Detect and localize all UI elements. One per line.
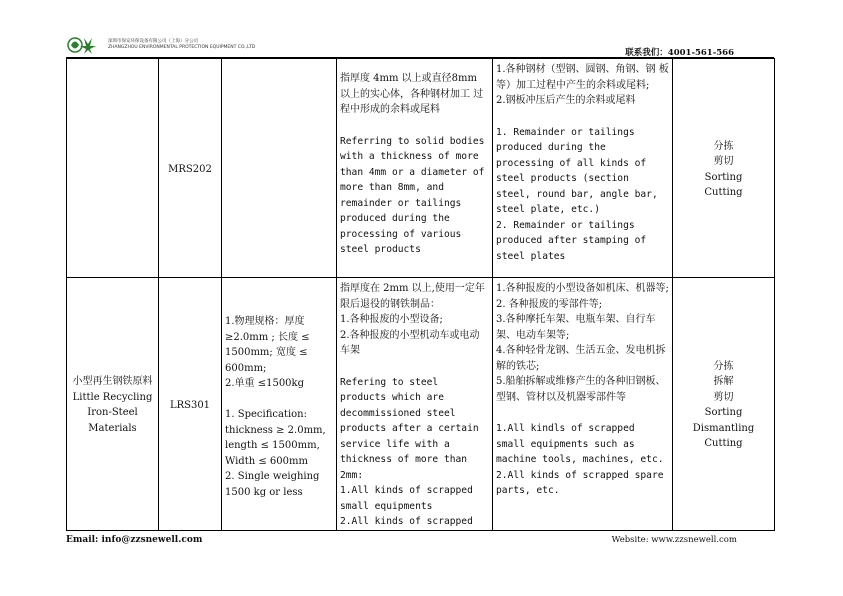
material-spec-cell: [222, 59, 337, 278]
material-definition-cell: [337, 278, 493, 531]
material-definition-cell: [337, 59, 493, 278]
material-sources-cell: [493, 278, 673, 531]
material-name-cell: [67, 59, 159, 278]
material-spec-cell: 1.物理规格：厚度 ≥2.0mm ; 长度 ≤ 1500mm; 宽度 ≤ 600mm; 2.单重 ≤1500kg 1. Specification: thickness ≥ 2.0mm, length ≤ 1500mm, Width ≤ 600mm 2. Single weighing 1500 kg or less: [222, 278, 337, 531]
sources-cn: 1.各种钢材（型钢、圆钢、角钢、钢 板等）加工过程中产生的余料或尾料; 2.钢板冲压后产生的余料或尾料: [496, 64, 669, 106]
material-code: MRS202: [159, 59, 222, 278]
process-cell: 分拣 剪切 Sorting Cutting: [673, 59, 775, 278]
definition-cn: 指厚度在 2mm 以上,使用一定年限后退役的钢铁制品： 1.各种报废的小型设备; 2.各种报废的小型机动车或电动车架: [340, 283, 485, 356]
definition-en: Referring to solid bodies with a thickness of more than 4mm or a diameter of more than 8mm, and remainder or tailings produced during the processing of various steel products: [340, 135, 485, 255]
definition-en: Refering to steel products which are decommissioned steel products after a certain service life with a thickness of more than 2mm: 1.All kinds of scrapped small equipments 2.All kinds of scrapped: [340, 376, 479, 527]
contact-phone: 联系我们：4001-561-566: [625, 48, 734, 58]
process-cell: 分拣 拆解 剪切 Sorting Dismantling Cutting: [673, 278, 775, 531]
material-code: LRS301: [159, 278, 222, 531]
definition-cn: 指厚度 4mm 以上或直径8mm 以上的实心体，各种钢材加工 过程中形成的余料或尾料: [340, 73, 484, 115]
sources-en: 1. Remainder or tailings produced during the processing of all kinds of steel products (section steel, round bar, angle bar, steel plate, etc.) 2. Remainder or tailings produced after stamping of steel plates: [496, 126, 658, 262]
footer-email: Email: info@zzsnewell.com: [66, 535, 203, 545]
page-header: [66, 34, 766, 58]
table-row: [67, 59, 775, 278]
materials-table: [66, 58, 775, 531]
footer-website: Website: www.zzsnewell.com: [611, 535, 737, 545]
company-logo-icon: [66, 34, 102, 56]
table-row: [67, 278, 775, 531]
company-name: 深圳市保安环保设备有限公司（上海）分公司 ZHANGZHOU ENVIRONMENTAL PROTECTION EQUIPMENT CO.,LTD: [108, 39, 256, 50]
material-sources-cell: [493, 59, 673, 278]
sources-en: 1.All kindls of scrapped small equipments such as machine tools, machines, etc. 2.All kinds of scrapped spare parts, etc.: [496, 423, 664, 496]
material-name-cell: 小型再生钢铁原料 Little Recycling Iron-Steel Materials: [67, 278, 159, 531]
sources-cn: 1.各种报废的小型设备如机床、机器等; 2. 各种报废的零部件等; 3.各种摩托车架、电瓶车架、自行车架、电动车架等; 4.各种轻骨龙钢、生活五金、发电机拆解的铁芯; 5.船舶拆解或维修产生的各种旧钢板、型钢、管材以及机器零部件等: [496, 283, 669, 403]
